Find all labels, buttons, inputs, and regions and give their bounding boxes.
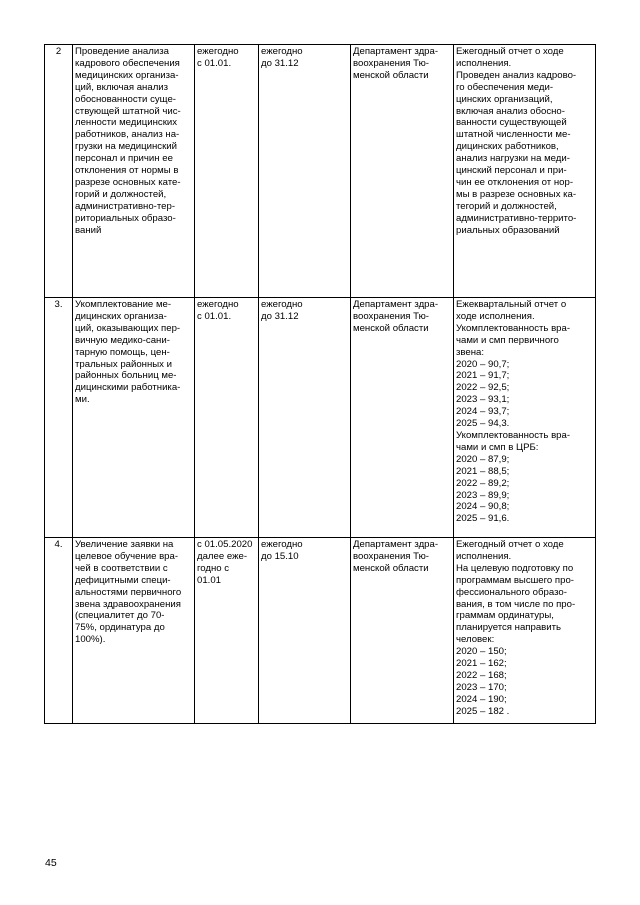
cell-line: грузки на медицинский <box>75 141 177 153</box>
cell-line: 2024 – 90,8; <box>456 501 510 513</box>
cell-line: 2020 – 90,7; <box>456 358 510 370</box>
cell-line: менской области <box>353 322 429 334</box>
cell-line: с 01.05.2020 <box>197 539 253 550</box>
cell-line: ежегодно <box>197 46 239 57</box>
cell-line: 2023 – 89,9; <box>456 489 510 501</box>
cell-line: мы в разрезе основных ка- <box>456 188 577 200</box>
cell-line: риториальных образо- <box>75 212 176 224</box>
cell-line: менской области <box>353 562 429 574</box>
cell-line: анализ нагрузки на меди- <box>456 153 570 165</box>
cell-line: Укомплектованность вра- <box>456 429 571 441</box>
cell-line: исполнения. <box>456 57 512 69</box>
cell-line: ленности медицинских <box>75 117 178 129</box>
cell-line: 01.01 <box>197 574 222 586</box>
cell-line: 2022 – 92,5; <box>456 382 510 394</box>
cell-line: тегорий и должностей, <box>456 200 557 212</box>
cell-line: чами и смп в ЦРБ: <box>456 441 539 453</box>
cell-line: ций, оказывающих пер- <box>75 322 181 334</box>
cell-line: ваний <box>75 224 102 236</box>
row-number-cell: 2 <box>45 45 73 298</box>
cell-line: граммам ординатуры, <box>456 610 554 622</box>
cell-line: 2020 – 150; <box>456 646 507 658</box>
cell-line: включая анализ обосно- <box>456 105 565 117</box>
cell-line: вичную медико-сани- <box>75 334 170 346</box>
cell-line: звена здравоохранения <box>75 598 181 610</box>
end-date-cell <box>259 538 351 724</box>
cell-line: разрезе основных кате- <box>75 176 181 188</box>
cell-line: ствующей штатной чис- <box>75 105 181 117</box>
cell-line: планируется направить <box>456 622 562 634</box>
cell-line: ми. <box>75 394 90 406</box>
responsible-cell <box>351 538 454 724</box>
event-cell <box>73 45 195 298</box>
result-cell <box>454 538 596 724</box>
cell-line: ций, включая анализ <box>75 81 169 93</box>
table-row <box>45 45 596 298</box>
cell-line: Укомплектование ме- <box>75 299 172 310</box>
event-cell <box>73 298 195 538</box>
cell-line: ежегодно <box>197 299 239 310</box>
cell-line: кадрового обеспечения <box>75 57 180 69</box>
cell-line: воохранения Тю- <box>353 310 430 322</box>
cell-line: персонал и причин ее <box>75 153 173 165</box>
cell-line: программам высшего про- <box>456 574 574 586</box>
cell-line: воохранения Тю- <box>353 550 430 562</box>
start-date-cell <box>195 538 259 724</box>
cell-line: тральных районных и <box>75 358 172 370</box>
cell-line: звена: <box>456 346 485 358</box>
cell-line: административно-тер- <box>75 200 176 212</box>
cell-line: 2021 – 88,5; <box>456 465 510 477</box>
cell-line: тарную помощь, цен- <box>75 346 170 358</box>
cell-line: 2021 – 162; <box>456 658 507 670</box>
cell-line: Департамент здра- <box>353 299 439 310</box>
start-date-cell <box>195 298 259 538</box>
cell-line: дефицитными специ- <box>75 574 171 586</box>
event-cell <box>73 538 195 724</box>
end-date-cell <box>259 298 351 538</box>
start-date-cell <box>195 45 259 298</box>
cell-line: вания, в том числе по про- <box>456 598 576 610</box>
cell-line: 2020 – 87,9; <box>456 453 510 465</box>
responsible-cell <box>351 298 454 538</box>
cell-line: 2024 – 93,7; <box>456 406 510 418</box>
table-row <box>45 538 596 724</box>
cell-line: исполнения. <box>456 550 512 562</box>
cell-line: 2022 – 168; <box>456 669 507 681</box>
cell-line: Ежеквартальный отчет о <box>456 299 567 310</box>
cell-line: целевое обучение вра- <box>75 550 179 562</box>
cell-line: 2025 – 182 . <box>456 705 510 717</box>
cell-line: альностями первичного <box>75 586 182 598</box>
cell-line: чей в соответствии с <box>75 562 168 574</box>
page-number: 45 <box>45 857 57 869</box>
cell-line: 75%, ординатура до <box>75 622 165 634</box>
cell-line: Департамент здра- <box>353 539 439 550</box>
cell-line: ежегодно <box>261 46 303 57</box>
cell-line: Ежегодный отчет о ходе <box>456 46 564 57</box>
plan-table-body <box>45 45 596 724</box>
cell-line: На целевую подготовку по <box>456 562 574 574</box>
cell-line: чами и смп первичного <box>456 334 559 346</box>
cell-line: дицинскими работника- <box>75 382 181 394</box>
cell-line: чин ее отклонения от нор- <box>456 176 574 188</box>
plan-table <box>44 44 596 724</box>
cell-line: дицинских работников, <box>456 141 559 153</box>
cell-line: с 01.01. <box>197 57 232 69</box>
cell-line: 2021 – 91,7; <box>456 370 510 382</box>
cell-line: (специалитет до 70- <box>75 610 165 622</box>
cell-line: Ежегодный отчет о ходе <box>456 539 564 550</box>
cell-line: ежегодно <box>261 539 303 550</box>
cell-line: Увеличение заявки на <box>75 539 174 550</box>
end-date-cell <box>259 45 351 298</box>
cell-line: дицинских организа- <box>75 310 167 322</box>
cell-line: до 31.12 <box>261 310 299 322</box>
cell-line: до 31.12 <box>261 57 299 69</box>
cell-line: обоснованности суще- <box>75 93 176 105</box>
cell-line: ходе исполнения. <box>456 310 535 322</box>
cell-line: 2023 – 93,1; <box>456 394 510 406</box>
row-number-cell: 3. <box>45 298 73 538</box>
cell-line: ежегодно <box>261 299 303 310</box>
responsible-cell <box>351 45 454 298</box>
result-cell <box>454 298 596 538</box>
cell-line: 2025 – 91,6. <box>456 513 510 525</box>
table-row <box>45 298 596 538</box>
cell-line: воохранения Тю- <box>353 57 430 69</box>
cell-line: горий и должностей, <box>75 188 167 200</box>
cell-line: далее еже- <box>197 550 248 562</box>
cell-line: отклонения от нормы в <box>75 165 179 177</box>
cell-line: цинских организаций, <box>456 93 553 105</box>
cell-line: 2025 – 94,3. <box>456 418 510 430</box>
cell-line: медицинских организа- <box>75 69 179 81</box>
cell-line: менской области <box>353 69 429 81</box>
cell-line: Проведен анализ кадрово- <box>456 69 577 81</box>
cell-line: человек: <box>456 634 495 646</box>
cell-line: районных больниц ме- <box>75 370 177 382</box>
cell-line: цинский персонал и при- <box>456 165 567 177</box>
cell-line: го обеспечения меди- <box>456 81 554 93</box>
cell-line: 2023 – 170; <box>456 681 507 693</box>
cell-line: Проведение анализа <box>75 46 169 57</box>
cell-line: 100%). <box>75 634 106 646</box>
cell-line: риальных образований <box>456 224 560 236</box>
cell-line: с 01.01. <box>197 310 232 322</box>
cell-line: работников, анализ на- <box>75 129 180 141</box>
cell-line: 2024 – 190; <box>456 693 507 705</box>
cell-line: штатной численности ме- <box>456 129 571 141</box>
cell-line: 2022 – 89,2; <box>456 477 510 489</box>
cell-line: годно с <box>197 562 230 574</box>
cell-line: до 15.10 <box>261 550 299 562</box>
cell-line: Департамент здра- <box>353 46 439 57</box>
cell-line: Укомплектованность вра- <box>456 322 571 334</box>
cell-line: фессионального образо- <box>456 586 567 598</box>
result-cell <box>454 45 596 298</box>
cell-line: ванности существующей <box>456 117 567 129</box>
cell-line: административно-террито- <box>456 212 577 224</box>
row-number-cell: 4. <box>45 538 73 724</box>
